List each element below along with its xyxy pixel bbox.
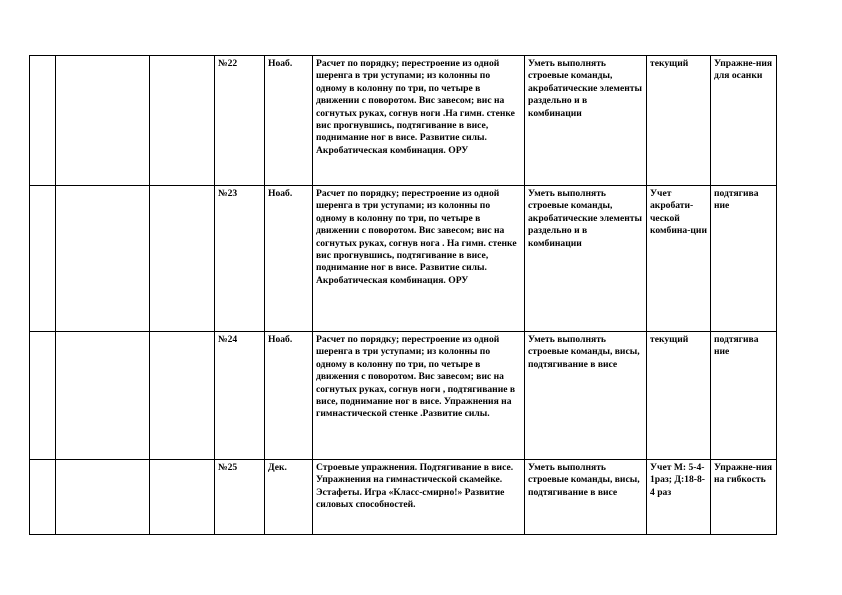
- lesson-control: Учет акробати-ческой комбина-ции: [647, 186, 711, 332]
- lesson-plan-table: [29, 55, 777, 535]
- lesson-homework: подтягива ние: [711, 186, 777, 332]
- empty-cell: [150, 460, 215, 535]
- empty-cell: [150, 56, 215, 186]
- lesson-month: Ноаб.: [265, 332, 313, 460]
- lesson-content: Расчет по порядку; перестроение из одной шеренга в три уступами; из колонны по одному в колонну по три, по четыре в движении с поворотом. Вис завесом; вис на согнутых руках, согнув ногa . На гимн. стенке вис прогнувшись, подтягивание в висе, поднимание ног в висе. Развитие силы. Акробатическая комбинация. ОРУ: [313, 186, 525, 332]
- lesson-month: Ноаб.: [265, 186, 313, 332]
- lesson-content: Расчет по порядку; перестроение из одной шеренга в три уступами; из колонны по одному в колонну по три, по четыре в движения с поворотом. Вис завесом; вис на согнутых руках, согнув ноги , подтягивание в висе, поднимание ног в висе. Упражнения на гимнастической стенке .Развитие силы.: [313, 332, 525, 460]
- empty-cell: [30, 332, 56, 460]
- lesson-requirements: Уметь выполнять строевые команды, висы, подтягивание в висе: [525, 460, 647, 535]
- lesson-content: Строевые упражнения. Подтягивание в висе. Упражнения на гимнастической скамейке. Эстафеты. Игра «Класс-смирно!» Развитие силовых способностей.: [313, 460, 525, 535]
- lesson-number: №22: [215, 56, 265, 186]
- table-row: [30, 56, 777, 186]
- lesson-requirements: Уметь выполнять строевые команды, акробатические элементы раздельно и в комбинации: [525, 186, 647, 332]
- lesson-control: текущий: [647, 332, 711, 460]
- lesson-number: №24: [215, 332, 265, 460]
- lesson-month: Ноаб.: [265, 56, 313, 186]
- empty-cell: [30, 460, 56, 535]
- lesson-homework: Упражне-ния на гибкость: [711, 460, 777, 535]
- lesson-control: Учет М: 5-4-1раз; Д:18-8-4 раз: [647, 460, 711, 535]
- empty-cell: [30, 186, 56, 332]
- lesson-homework: Упражне-ния для осанки: [711, 56, 777, 186]
- empty-cell: [56, 56, 150, 186]
- table-row: [30, 332, 777, 460]
- empty-cell: [56, 460, 150, 535]
- table-row: [30, 460, 777, 535]
- empty-cell: [30, 56, 56, 186]
- lesson-requirements: Уметь выполнять строевые команды, акробатические элементы раздельно и в комбинации: [525, 56, 647, 186]
- lesson-number: №23: [215, 186, 265, 332]
- empty-cell: [56, 332, 150, 460]
- lesson-month: Дек.: [265, 460, 313, 535]
- empty-cell: [150, 332, 215, 460]
- lesson-number: №25: [215, 460, 265, 535]
- table-row: [30, 186, 777, 332]
- lesson-content: Расчет по порядку; перестроение из одной шеренга в три уступами; из колонны по одному в колонну по три, по четыре в движении с поворотом. Вис завесом; вис на согнутых руках, согнув ноги .На гимн. стенке вис прогнувшись, подтягивание в висе, поднимание ног в висе. Развитие силы. Акробатическая комбинация. ОРУ: [313, 56, 525, 186]
- empty-cell: [150, 186, 215, 332]
- lesson-homework: подтягива ние: [711, 332, 777, 460]
- lesson-control: текущий: [647, 56, 711, 186]
- lesson-requirements: Уметь выполнять строевые команды, висы, подтягивание в висе: [525, 332, 647, 460]
- empty-cell: [56, 186, 150, 332]
